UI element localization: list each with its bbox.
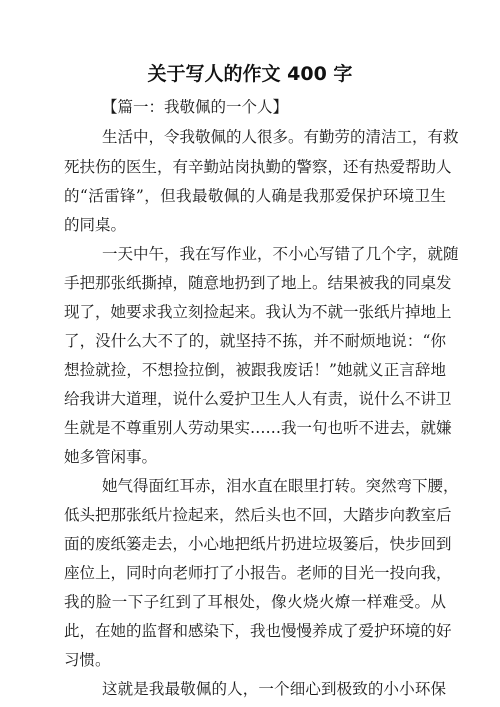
paragraph-line: 现了，她要求我立刻捡起来。我认为不就一张纸片掉地上 <box>64 303 452 321</box>
paragraph-line: 手把那张纸撕掉，随意地扔到了地上。结果被我的同桌发 <box>64 274 452 292</box>
paragraph-line: 给我讲大道理，说什么爱护卫生人人有责，说什么不讲卫 <box>64 390 452 408</box>
paragraph-line: 座位上，同时向老师打了小报告。老师的目光一投向我， <box>64 564 452 582</box>
paragraph-line: 我的脸一下子红到了耳根处，像火烧火燎一样难受。从 <box>64 593 446 611</box>
page-title: 关于写人的作文 400 字 <box>147 63 353 85</box>
paragraph-line: 的“活雷锋”，但我最敬佩的人确是我那爱保护环境卫生 <box>64 187 446 205</box>
paragraph-line: 死扶伤的医生，有辛勤站岗执勤的警察，还有热爱帮助人 <box>64 158 452 176</box>
paragraph-line: 了，没什么大不了的，就坚持不拣，并不耐烦地说：“你 <box>64 332 446 350</box>
paragraph-line: 一天中午，我在写作业，不小心写错了几个字，就随 <box>102 245 459 263</box>
paragraph-line: 生就是不尊重别人劳动果实……我一句也听不进去，就嫌 <box>64 419 452 437</box>
paragraph-line: 她气得面红耳赤，泪水直在眼里打转。突然弯下腰， <box>102 477 459 495</box>
paragraph-line: 想捡就捡，不想捡拉倒，被跟我废话！”她就义正言辞地 <box>64 361 446 379</box>
paragraph-line: 这就是我最敬佩的人，一个细心到极致的小小环保 <box>102 680 446 698</box>
section-heading: 【篇一：我敬佩的一个人】 <box>102 98 289 116</box>
paragraph-line: 生活中，令我敬佩的人很多。有勤劳的清洁工，有救 <box>102 128 459 146</box>
paragraph-line: 她多管闲事。 <box>64 448 158 466</box>
paragraph-line: 习惯。 <box>64 651 111 669</box>
paragraph-line: 此，在她的监督和感染下，我也慢慢养成了爱护环境的好 <box>64 622 452 640</box>
paragraph-line: 的同桌。 <box>64 216 127 234</box>
paragraph-line: 面的废纸篓走去，小心地把纸片扔进垃圾篓后，快步回到 <box>64 535 452 553</box>
paragraph-line: 低头把那张纸片捡起来，然后头也不回，大踏步向教室后 <box>64 506 452 524</box>
